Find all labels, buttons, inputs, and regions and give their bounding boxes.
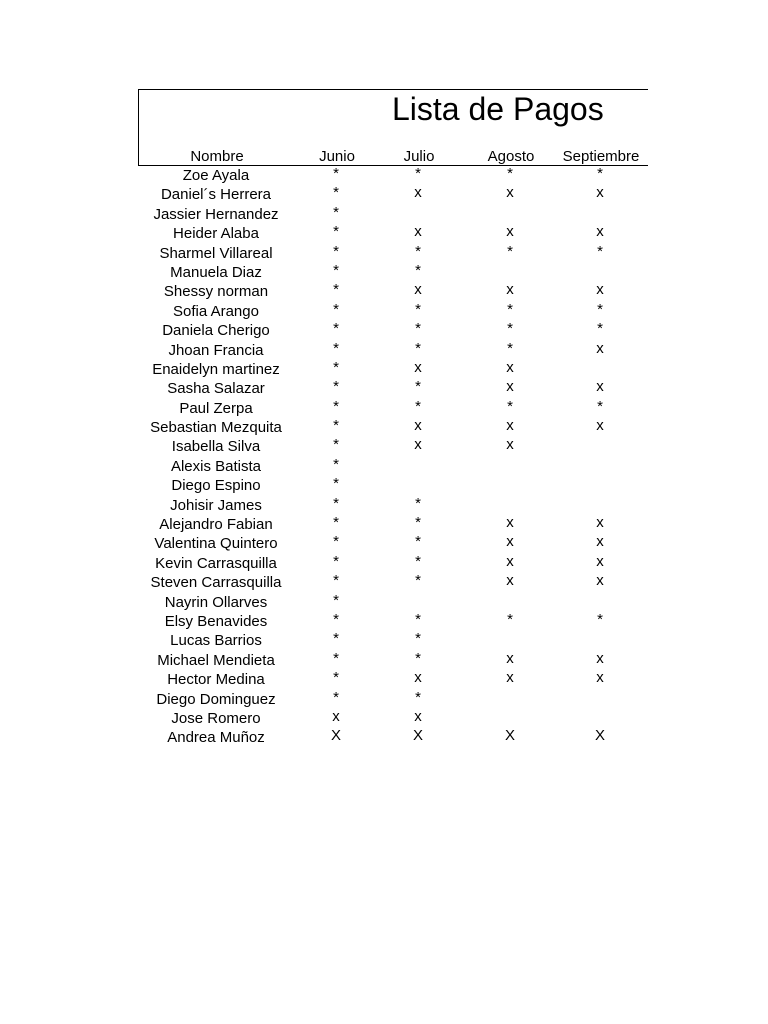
person-name: Jhoan Francia — [168, 341, 264, 359]
july-mark: x — [414, 223, 422, 241]
june-mark: * — [333, 610, 339, 628]
september-mark: x — [596, 552, 604, 570]
july-mark: * — [415, 688, 421, 706]
column-header-september: Septiembre — [562, 148, 640, 165]
person-name: Andrea Muñoz — [167, 729, 265, 747]
august-mark: x — [506, 533, 514, 551]
person-name: Sebastian Mezquita — [150, 419, 282, 437]
august-mark: * — [507, 339, 513, 357]
june-mark: * — [333, 552, 339, 570]
july-mark: * — [415, 572, 421, 590]
person-name: Zoe Ayala — [182, 167, 250, 184]
table-row — [138, 457, 648, 476]
june-mark: * — [333, 397, 339, 415]
july-mark: * — [415, 320, 421, 338]
august-mark: X — [504, 727, 515, 745]
august-mark: * — [507, 300, 513, 318]
person-name: Johisir James — [170, 496, 262, 514]
june-mark: x — [332, 707, 340, 725]
july-mark: * — [415, 649, 421, 667]
august-mark: x — [506, 358, 514, 376]
august-mark: x — [506, 223, 514, 241]
payment-sheet — [138, 89, 648, 747]
june-mark: * — [333, 358, 339, 376]
september-mark: X — [594, 727, 605, 745]
july-mark: x — [414, 669, 422, 687]
september-mark: x — [596, 533, 604, 551]
july-mark: * — [415, 339, 421, 357]
july-mark: * — [415, 397, 421, 415]
person-name: Valentina Quintero — [154, 535, 278, 553]
person-name: Diego Espino — [171, 477, 261, 495]
column-header-june: Junio — [319, 148, 355, 165]
june-mark: * — [333, 261, 339, 279]
person-name: Elsy Benavides — [164, 612, 268, 630]
july-mark: * — [415, 494, 421, 512]
august-mark: x — [506, 552, 514, 570]
column-header-name: Nombre — [190, 148, 244, 165]
july-mark: x — [414, 417, 422, 435]
july-mark: x — [414, 436, 422, 454]
june-mark: * — [333, 494, 339, 512]
september-mark: x — [596, 339, 604, 357]
table-row — [138, 437, 648, 456]
table-row — [138, 573, 648, 592]
august-mark: * — [507, 397, 513, 415]
july-mark: * — [415, 300, 421, 318]
september-mark: x — [596, 417, 604, 435]
july-mark: * — [415, 610, 421, 628]
july-mark: * — [415, 514, 421, 532]
june-mark: * — [333, 475, 339, 493]
person-name: Daniela Cherigo — [162, 322, 270, 340]
july-mark: X — [412, 727, 423, 745]
august-mark: x — [506, 417, 514, 435]
table-row — [138, 728, 648, 747]
august-mark: x — [506, 436, 514, 454]
september-mark: * — [597, 242, 603, 260]
person-name: Paul Zerpa — [179, 399, 253, 417]
june-mark: * — [333, 649, 339, 667]
title-header-box — [138, 89, 648, 166]
person-name: Diego Dominguez — [156, 690, 276, 708]
june-mark: * — [333, 203, 339, 221]
august-mark: x — [506, 572, 514, 590]
person-name: Steven Carrasquilla — [150, 574, 282, 592]
july-mark: * — [415, 630, 421, 648]
table-row — [138, 185, 648, 204]
july-mark: x — [414, 281, 422, 299]
august-mark: * — [507, 242, 513, 260]
september-mark: x — [596, 223, 604, 241]
august-mark: * — [507, 320, 513, 338]
person-name: Isabella Silva — [171, 438, 261, 456]
june-mark: * — [333, 242, 339, 260]
september-mark: * — [597, 300, 603, 318]
june-mark: X — [330, 727, 341, 745]
person-name: Sharmel Villareal — [159, 244, 273, 262]
june-mark: * — [333, 378, 339, 396]
june-mark: * — [333, 281, 339, 299]
august-mark: x — [506, 669, 514, 687]
june-mark: * — [333, 165, 339, 182]
june-mark: * — [333, 223, 339, 241]
june-mark: * — [333, 417, 339, 435]
september-mark: x — [596, 378, 604, 396]
september-mark: x — [596, 572, 604, 590]
september-mark: x — [596, 649, 604, 667]
person-name: Kevin Carrasquilla — [155, 554, 277, 572]
august-mark: x — [506, 281, 514, 299]
june-mark: * — [333, 572, 339, 590]
july-mark: * — [415, 552, 421, 570]
july-mark: * — [415, 533, 421, 551]
july-mark: * — [415, 165, 421, 182]
person-name: Heider Alaba — [173, 225, 259, 243]
june-mark: * — [333, 320, 339, 338]
june-mark: * — [333, 184, 339, 202]
person-name: Sasha Salazar — [167, 380, 265, 398]
person-name: Lucas Barrios — [170, 632, 262, 650]
person-name: Alejandro Fabian — [159, 516, 273, 534]
june-mark: * — [333, 514, 339, 532]
september-mark: * — [597, 320, 603, 338]
person-name: Sofia Arango — [173, 302, 259, 320]
july-mark: * — [415, 261, 421, 279]
september-mark: x — [596, 514, 604, 532]
person-name: Alexis Batista — [170, 457, 262, 475]
june-mark: * — [333, 630, 339, 648]
person-name: Shessy norman — [163, 283, 269, 301]
person-name: Enaidelyn martinez — [152, 360, 280, 378]
june-mark: * — [333, 300, 339, 318]
july-mark: x — [414, 358, 422, 376]
june-mark: * — [333, 455, 339, 473]
september-mark: * — [597, 610, 603, 628]
june-mark: * — [333, 436, 339, 454]
september-mark: * — [597, 165, 603, 182]
person-name: Nayrin Ollarves — [164, 593, 268, 611]
june-mark: * — [333, 533, 339, 551]
july-mark: * — [415, 378, 421, 396]
august-mark: * — [507, 165, 513, 182]
person-name: Daniel´s Herrera — [160, 186, 272, 204]
column-header-august: Agosto — [487, 148, 535, 165]
person-name: Jose Romero — [171, 709, 261, 727]
june-mark: * — [333, 669, 339, 687]
july-mark: x — [414, 707, 422, 725]
august-mark: x — [506, 514, 514, 532]
page-title: Lista de Pagos — [392, 91, 604, 127]
july-mark: x — [414, 184, 422, 202]
payment-rows — [138, 166, 648, 748]
august-mark: x — [506, 184, 514, 202]
august-mark: * — [507, 610, 513, 628]
column-header-july: Julio — [403, 148, 435, 165]
september-mark: x — [596, 669, 604, 687]
september-mark: x — [596, 281, 604, 299]
august-mark: x — [506, 649, 514, 667]
september-mark: * — [597, 397, 603, 415]
june-mark: * — [333, 591, 339, 609]
august-mark: x — [506, 378, 514, 396]
june-mark: * — [333, 339, 339, 357]
person-name: Michael Mendieta — [157, 651, 275, 669]
july-mark: * — [415, 242, 421, 260]
person-name: Jassier Hernandez — [153, 205, 279, 223]
person-name: Hector Medina — [167, 671, 265, 689]
person-name: Manuela Diaz — [170, 263, 262, 281]
june-mark: * — [333, 688, 339, 706]
september-mark: x — [596, 184, 604, 202]
